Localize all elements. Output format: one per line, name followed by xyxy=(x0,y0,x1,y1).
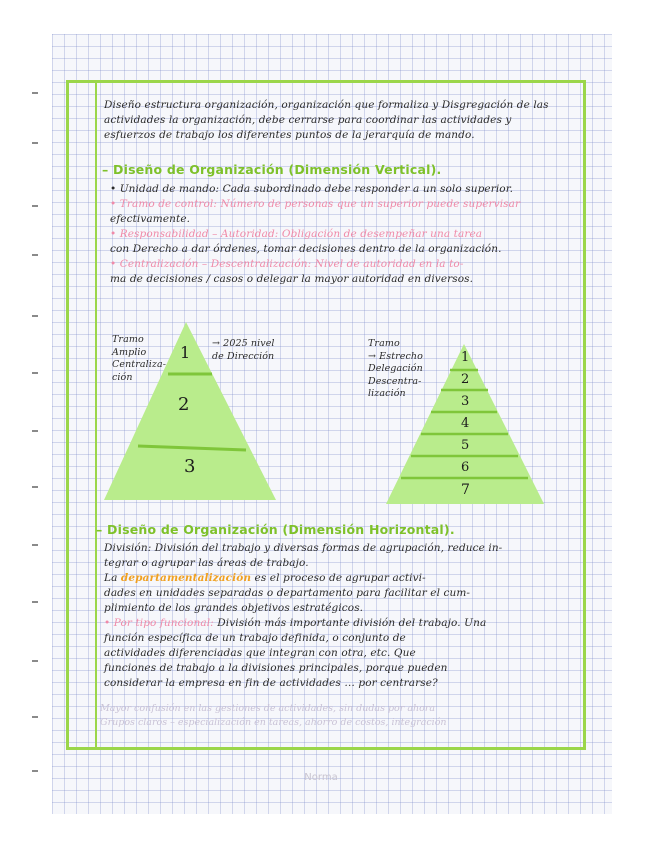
caption-line: ción xyxy=(112,371,133,383)
section1-line: • Responsabilidad – Autoridad: Obligación de desempeñar una tarea xyxy=(110,228,483,240)
section2-line: función específica de un trabajo definida, o conjunto de xyxy=(104,632,406,644)
dept-text: es el proceso de agrupar activi- xyxy=(254,572,426,584)
intro-line: actividades la organización, debe cerrarse para coordinar las actividades y xyxy=(104,114,512,126)
section1-title: – Diseño de Organización (Dimensión Vertical). xyxy=(102,162,442,177)
left-level-1: 1 xyxy=(180,343,191,362)
section2-title: – Diseño de Organización (Dimensión Horizontal). xyxy=(96,522,455,537)
section1-line: con Derecho a dar órdenes, tomar decisiones dentro de la organización. xyxy=(110,243,502,255)
caption-line: Tramo xyxy=(368,338,400,349)
faint-line: Grupos claros – especialización en tareas, ahorro de costos, integración xyxy=(100,717,447,728)
brand-watermark: Norma xyxy=(304,772,338,783)
section2-line: tegrar o agrupar las áreas de trabajo. xyxy=(104,557,309,569)
left-level-3: 3 xyxy=(184,456,196,477)
section2-body xyxy=(104,541,570,691)
intro-line: esfuerzos de trabajo los diferentes puntos de la jerarquía de mando. xyxy=(104,129,475,141)
intro-line: Diseño estructura organización, organización que formaliza y Disgregación de las xyxy=(104,99,549,111)
caption-line: Amplio xyxy=(112,346,147,358)
faint-notes xyxy=(100,702,570,730)
section1-line: • Unidad de mando: Cada subordinado debe responder a un solo superior. xyxy=(110,183,514,195)
section2-line: funciones de trabajo a la divisiones principales, porque pueden xyxy=(104,662,448,674)
section1-title-text: Diseño de Organización (Dimensión Vertical). xyxy=(113,162,442,177)
caption-line: → Estrecho xyxy=(368,350,423,362)
section1-line: • Tramo de control: Número de personas que un superior puede supervisar xyxy=(110,198,521,210)
section2-line: actividades diferenciadas que integran con otra, etc. Que xyxy=(104,647,416,659)
section1-line: • Centralización – Descentralización: Nivel de autoridad en la to- xyxy=(110,258,464,270)
right-level-6: 6 xyxy=(461,460,470,475)
section2-title-text: Diseño de Organización (Dimensión Horizontal). xyxy=(107,522,455,537)
left-level-2: 2 xyxy=(178,394,190,415)
section2-line: dades en unidades separadas o departamento para facilitar el cum- xyxy=(104,587,471,599)
caption-line: Tramo xyxy=(112,334,144,345)
caption-line: Centraliza- xyxy=(112,359,167,370)
right-level-2: 2 xyxy=(461,372,470,387)
section1-line: ma de decisiones / casos o delegar la mayor autoridad en diversos. xyxy=(110,273,474,285)
faint-line: Mayor confusión en las gestiones de actividades, sin dudas por ahora xyxy=(100,703,436,714)
caption-line: Delegación xyxy=(368,363,423,374)
caption-line: lización xyxy=(368,388,406,399)
dept-prefix: La xyxy=(104,572,118,584)
note-line: de Dirección xyxy=(212,350,275,362)
intro-text xyxy=(104,98,574,143)
section2-line: plimiento de los grandes objetivos estratégicos. xyxy=(104,602,364,614)
dept-keyword: departamentalización xyxy=(120,572,252,584)
right-level-7: 7 xyxy=(461,482,470,498)
right-level-3: 3 xyxy=(461,394,470,409)
caption-line: Descentra- xyxy=(368,375,422,387)
functional-bullet xyxy=(104,616,570,631)
section2-line: División: División del trabajo y diversas formas de agrupación, reduce in- xyxy=(104,542,503,554)
bullet-label: • Por tipo funcional: xyxy=(104,617,214,629)
departamentalizacion-line xyxy=(104,571,570,586)
section1-body xyxy=(110,182,572,287)
bullet-text: División más importante división del trabajo. Una xyxy=(217,617,487,629)
right-level-5: 5 xyxy=(461,438,470,453)
right-level-4: 4 xyxy=(461,416,470,431)
section2-line: considerar la empresa en fin de actividades … por centrarse? xyxy=(104,677,438,689)
right-level-1: 1 xyxy=(461,350,470,365)
note-line: → 2025 nivel xyxy=(212,338,275,349)
section1-line: efectivamente. xyxy=(110,213,191,225)
